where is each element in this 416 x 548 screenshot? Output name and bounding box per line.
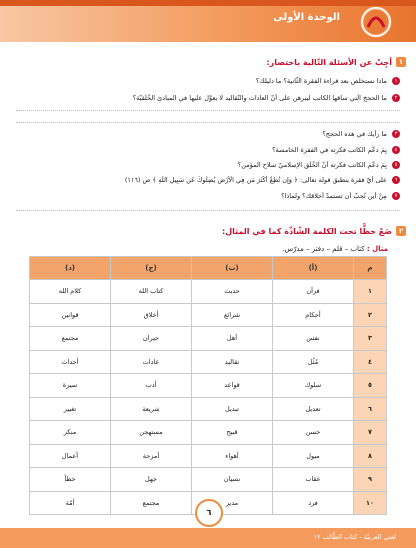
question-5 bbox=[30, 161, 400, 169]
exercise-heading-1: أجِبْ عن الأسئلة التّالية باختصار: bbox=[266, 58, 392, 67]
question-text: على أيّ فقرة ينطبق قوله تعالى: ﴿ وَإِن تُطِعْ أَكْثَرَ مَن فِي الْأَرْضِ يُضِلُّوكَ عَن سَبِيلِ اللَّهِ ﴾ ص (١١٦) bbox=[124, 176, 387, 184]
odd-word-table bbox=[29, 256, 387, 515]
question-text: مِنْ أين تُحبّ أن تستمدّ أخلاقك؟ ولماذا؟ bbox=[281, 192, 387, 200]
table-row bbox=[30, 444, 387, 468]
question-number: ٦ bbox=[392, 176, 400, 184]
word-cell[interactable]: منكر bbox=[30, 421, 111, 445]
word-cell[interactable]: عادات bbox=[111, 350, 192, 374]
exercise-marker-1: ١ bbox=[396, 57, 406, 67]
row-number: ٥ bbox=[354, 374, 387, 398]
exercise-marker-2: ٢ bbox=[396, 226, 406, 236]
word-cell[interactable]: أخلاق bbox=[111, 303, 192, 327]
word-cell[interactable]: سيرة bbox=[30, 374, 111, 398]
word-cell[interactable]: قرآن bbox=[273, 280, 354, 304]
question-number: ٣ bbox=[392, 130, 400, 138]
word-cell[interactable]: أعمال bbox=[30, 444, 111, 468]
column-header: (د) bbox=[30, 257, 111, 280]
question-number: ٧ bbox=[392, 192, 400, 200]
row-number: ٩ bbox=[354, 468, 387, 492]
unit-title: الوحدة الأولى bbox=[273, 12, 340, 23]
column-header: م bbox=[354, 257, 387, 280]
question-number: ٥ bbox=[392, 161, 400, 169]
question-number: ٢ bbox=[392, 94, 400, 102]
question-text: ما الحجج الّتي ساقها الكاتب ليبرهن على أنّ العادات والتّقاليد لا يعوَّل عليها في المبادئ الخُلُقيّة؟ bbox=[132, 94, 387, 102]
word-cell[interactable]: خطأ bbox=[30, 468, 111, 492]
answer-line[interactable] bbox=[16, 122, 400, 123]
question-text: ماذا نستخلص بعد قراءة الفقرة الثّانية؟ ما دليلك؟ bbox=[255, 77, 387, 85]
table-row bbox=[30, 468, 387, 492]
book-title: لغتي العربيّة - كتاب الطّالب ١٢ bbox=[313, 533, 396, 541]
exercise-heading-2: ضَعْ خطًّا تحت الكلمة الشّاذّة كما في المثال: bbox=[222, 227, 392, 236]
table-row bbox=[30, 350, 387, 374]
column-header: (ج) bbox=[111, 257, 192, 280]
word-cell[interactable]: عقاب bbox=[273, 468, 354, 492]
question-2 bbox=[30, 94, 400, 102]
word-cell[interactable]: حسن bbox=[273, 421, 354, 445]
column-header: (ب) bbox=[192, 257, 273, 280]
table-header-row bbox=[30, 257, 387, 280]
word-cell[interactable]: حديث bbox=[192, 280, 273, 304]
word-cell[interactable]: نفس bbox=[273, 327, 354, 351]
row-number: ١ bbox=[354, 280, 387, 304]
word-cell[interactable]: فرد bbox=[273, 491, 354, 515]
word-cell[interactable]: أمزجة bbox=[111, 444, 192, 468]
word-cell[interactable]: مدير bbox=[192, 491, 273, 515]
question-4 bbox=[30, 146, 400, 154]
word-cell[interactable]: قبيح bbox=[192, 421, 273, 445]
page-footer bbox=[0, 528, 416, 548]
row-number: ٨ bbox=[354, 444, 387, 468]
word-cell[interactable]: ميول bbox=[273, 444, 354, 468]
word-cell[interactable]: تقاليد bbox=[192, 350, 273, 374]
header-band bbox=[0, 0, 416, 6]
question-3 bbox=[30, 130, 400, 138]
question-text: بِمَ دعَّم الكاتب فكرته في الفقرة الخامسة؟ bbox=[272, 146, 387, 154]
word-cell[interactable]: مستهجن bbox=[111, 421, 192, 445]
row-number: ٦ bbox=[354, 397, 387, 421]
page-header bbox=[0, 0, 416, 42]
answer-line[interactable] bbox=[16, 210, 400, 211]
answer-line[interactable] bbox=[16, 110, 400, 111]
table-row bbox=[30, 303, 387, 327]
word-cell[interactable]: سلوك bbox=[273, 374, 354, 398]
word-cell[interactable]: أهل bbox=[192, 327, 273, 351]
row-number: ٧ bbox=[354, 421, 387, 445]
book-logo-icon bbox=[356, 5, 396, 39]
table-row bbox=[30, 374, 387, 398]
word-cell[interactable]: نسيان bbox=[192, 468, 273, 492]
table-row bbox=[30, 280, 387, 304]
word-cell[interactable]: مجتمع bbox=[111, 491, 192, 515]
word-cell[interactable]: قوانين bbox=[30, 303, 111, 327]
question-text: بِمَ دعَّم الكاتب فكرته أنّ الخُلُق الإسلاميّ سلاح المؤمن؟ bbox=[237, 161, 387, 169]
example-line bbox=[282, 245, 388, 253]
question-7 bbox=[30, 192, 400, 200]
word-cell[interactable]: أحكام bbox=[273, 303, 354, 327]
word-cell[interactable]: مجتمع bbox=[30, 327, 111, 351]
table-row bbox=[30, 421, 387, 445]
table-row bbox=[30, 327, 387, 351]
word-cell[interactable]: أحداث bbox=[30, 350, 111, 374]
word-cell[interactable]: أهواء bbox=[192, 444, 273, 468]
page-number: ٦ bbox=[195, 499, 223, 527]
example-text: كتاب – قلم – دفتر – مدرّس. bbox=[282, 245, 365, 253]
example-label: مثال : bbox=[366, 245, 388, 253]
row-number: ٣ bbox=[354, 327, 387, 351]
question-1 bbox=[30, 77, 400, 85]
row-number: ٢ bbox=[354, 303, 387, 327]
word-cell[interactable]: قواعد bbox=[192, 374, 273, 398]
question-6 bbox=[30, 176, 400, 184]
word-cell[interactable]: أمّة bbox=[30, 491, 111, 515]
word-cell[interactable]: شرائع bbox=[192, 303, 273, 327]
row-number: ٤ bbox=[354, 350, 387, 374]
word-cell[interactable]: مُثُل bbox=[273, 350, 354, 374]
word-cell[interactable]: شريعة bbox=[111, 397, 192, 421]
word-cell[interactable]: تغيير bbox=[30, 397, 111, 421]
word-cell[interactable]: تبديل bbox=[192, 397, 273, 421]
question-text: ما رأيك في هذه الحجج؟ bbox=[322, 130, 387, 138]
row-number: ١٠ bbox=[354, 491, 387, 515]
column-header: (أ) bbox=[273, 257, 354, 280]
word-cell[interactable]: جيران bbox=[111, 327, 192, 351]
word-cell[interactable]: كلام الله bbox=[30, 280, 111, 304]
table-row bbox=[30, 397, 387, 421]
word-cell[interactable]: جهل bbox=[111, 468, 192, 492]
word-cell[interactable]: كتاب الله bbox=[111, 280, 192, 304]
word-cell[interactable]: أدب bbox=[111, 374, 192, 398]
word-cell[interactable]: تعديل bbox=[273, 397, 354, 421]
question-number: ٤ bbox=[392, 146, 400, 154]
question-number: ١ bbox=[392, 77, 400, 85]
